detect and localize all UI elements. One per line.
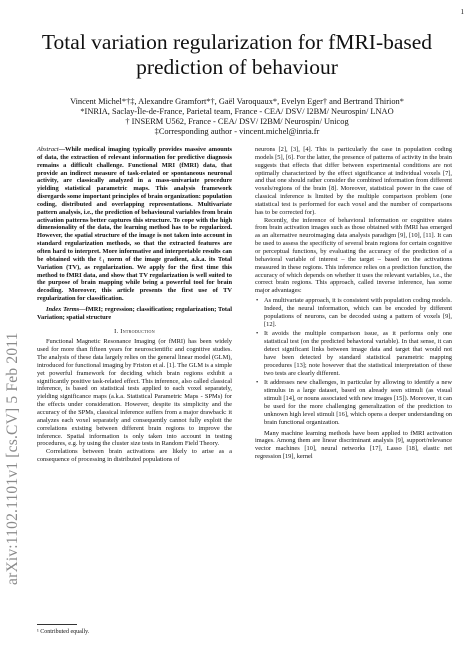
intro-paragraph-2: Correlations between brain activations are likely to arise as a consequence of processing in distributed populations of	[37, 448, 232, 464]
section-heading: I. Introduction	[114, 327, 155, 335]
abstract	[37, 146, 232, 303]
abstract-text: —While medical imaging typically provides massive amounts of data, the extraction of relevant information for predictive diagnosis remains a difficult challenge. Functional MRI (fMRI) data, that provide an indirect measure of task-related or spontaneous neuronal activity, are classically analyzed in a mass-univariate procedure yielding statistical parametric maps. This analysis framework disregards some important principles of brain organization: population coding, distributed and overlapping representations. Multivariate pattern analysis, i.e., the prediction of behavioural variables from brain activation patterns better captures this structure. To cope with the high dimensionality of the data, the learning method has to be regularized. However, the spatial structure of the image is not taken into account in standard regularization methods, so that the extracted features are often hard to interpret. More informative and interpretable results can be obtained with the ℓ₁ norm of the image gradient, a.k.a. its Total Variation (TV), as regularization. We apply for the first time this method to fMRI data, and show that TV regularization is well suited to the purpose of brain mapping while being a powerful tool for brain decoding. Moreover, this article presents the first use of TV regularization for classification.	[37, 146, 232, 303]
paper-title	[30, 30, 444, 80]
list-item: • It addresses new challenges, in particular by allowing to identify a new stimulus in a large dataset, based on already seen stimuli (as visual stimuli [14], or nouns associated with new images [15]). Moreover, it can be used for the more challenging generalization of the prediction to unknown high level stimuli [16], which opens a deeper understanding on brain functional organization.	[255, 379, 452, 426]
title-line-1: Total variation regularization for fMRI-based	[41, 30, 433, 54]
intro-paragraph-1: Functional Magnetic Resonance Imaging (or fMRI) has been widely used for more than fifteen years for neuroscientific and cognitive studies. The analysis of these data largely relies on the general linear model (GLM), introduced for functional imaging by Friston et al. [1]. The GLM is a simple yet powerful framework for deciding which brain regions exhibit a significantly positive task-related effect. This inference, also called classical inference, is based on statistical tests applied to each voxel separately, yielding significance maps (a.k.a. Statistical Parametric Maps - SPMs) for the effects under consideration. However, despite its simplicity and the accuracy of the SPMs, classical inference suffers from a major drawback: it analyzes each voxel separately and consequently cannot fully exploit the correlations existing between different brain regions to improve the inference. Spatial information is only taken into account in testing procedures, e.g. by using the cluster size tests in Random Field Theory.	[37, 338, 232, 448]
footnote-rule	[37, 624, 77, 625]
right-paragraph-1: neurons [2], [3], [4]. This is particularly the case in population coding models [5], [6]. For the latter, the presence of patterns of activity in the brain suggests that effects that differ between experimental conditions are not optimally characterized by the effect significance at individual voxels [7], and that one should rather consider the combined information from different voxels/regions of the brain [8]. Moreover, statistical power in the case of classical inference is limited by the multiple comparison problem (one statistical test is performed for each voxel and the number of comparisons has to be corrected for).	[255, 146, 452, 216]
affiliation-2: † INSERM U562, France - CEA/ DSV/ I2BM/ Neurospin/ Unicog	[125, 117, 349, 126]
abstract-label: Abstract	[37, 146, 59, 153]
left-column	[37, 146, 232, 464]
right-paragraph-2: Recently, the inference of behavioral information or cognitive states from brain activation images such as those obtained with fMRI has emerged as an alternative neuroimaging data analysis paradigm [9], [10], [11]. It can be used to assess the specificity of several brain regions for certain cognitive or perceptual functions, by evaluating the accuracy of the prediction of a behavioral variable of interest – the target – based on the activations measured in these regions. This inference relies on a prediction function, the accuracy of which depends on whether it uses the relevant variables, i.e., the correct brain regions. This approach, called inverse inference, has some major advantages:	[255, 216, 452, 295]
list-item: • It avoids the multiple comparison issue, as it performs only one statistical test (on the predicted behavioral variable). In that sense, it can detect significant links between image data and target that would not have been detected by standard statistical parametric mapping procedures [13]; note however that the statistical interpretation of these two tests are clearly different.	[255, 330, 452, 377]
right-column	[255, 146, 452, 461]
author-block	[30, 97, 444, 137]
page-number: 1	[460, 8, 464, 16]
arxiv-stamp: arXiv:1102.1101v1 [cs.CV] 5 Feb 2011	[4, 332, 21, 585]
list-item: • As multivariate approach, it is consistent with population coding models. Indeed, the neural information, which can be encoded by different populations of neurons, can be decoded using a pattern of voxels [9], [12].	[255, 297, 452, 328]
right-paragraph-3: Many machine learning methods have been applied to fMRI activation images. Among them are linear discriminant analysis [9], support/relevance vector machines [10], neural networks [17], Lasso [18], elastic net regression [19], kernel	[255, 429, 452, 461]
author-list: Vincent Michel*†‡, Alexandre Gramfort*†, Gaël Varoquaux*, Evelyn Eger† and Bertrand Thirion*	[70, 97, 404, 106]
advantages-list	[255, 297, 452, 427]
footnote: ¹ Contributed equally.	[37, 629, 90, 635]
index-terms-label: Index Terms	[46, 305, 80, 313]
affiliation-1: *INRIA, Saclay-Île-de-France, Parietal team, France - CEA/ DSV/ I2BM/ Neurospin/ LNAO	[80, 107, 394, 116]
affiliation-3: ‡Corresponding author - vincent.michel@inria.fr	[154, 127, 320, 136]
title-line-2: prediction of behaviour	[136, 55, 338, 79]
index-terms-text: —fMRI; regression; classification; regularization; Total Variation; spatial structure	[37, 305, 232, 321]
index-terms	[37, 306, 232, 322]
